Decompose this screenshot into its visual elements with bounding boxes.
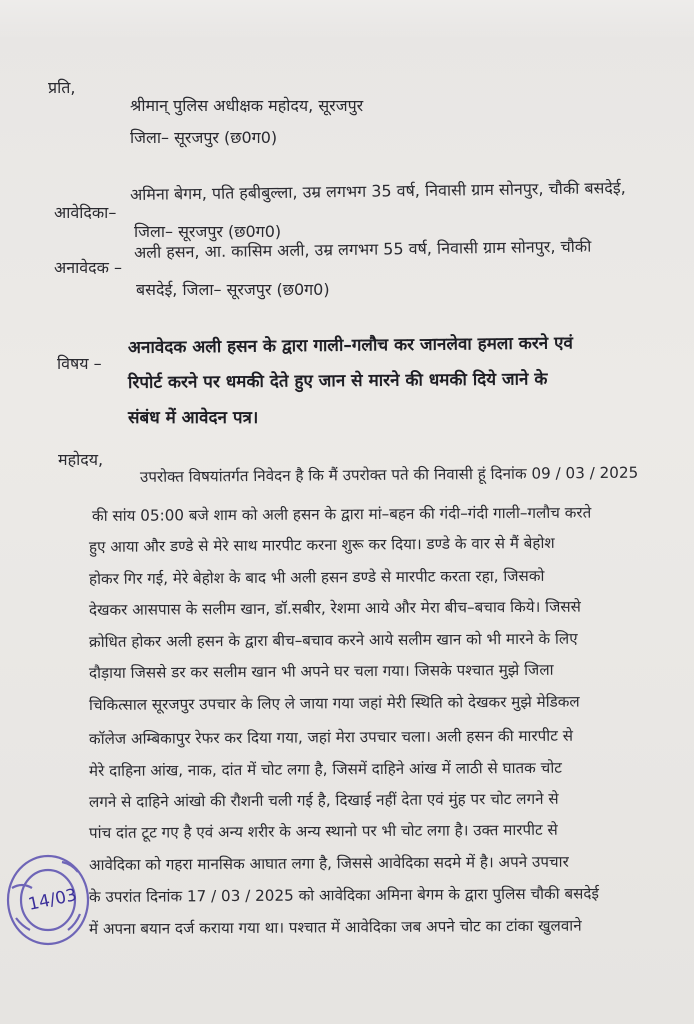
- body-line: मेरे दाहिना आंख, नाक, दांत में चोट लगा है, जिसमें दाहिने आंख में लाठी से घातक चोट: [88, 758, 562, 780]
- applicant-details-1: अमिना बेगम, पति हबीबुल्ला, उम्र लगभग 35 वर्ष, निवासी ग्राम सोनपुर, चौकी बसदेई,: [129, 178, 626, 204]
- body-line: होकर गिर गई, मेरे बेहोश के बाद भी अली हसन डण्डे से मारपीट करता रहा, जिसको: [88, 566, 545, 588]
- body-line: आवेदिका को गहरा मानसिक आघात लगा है, जिससे आवेदिका सदमे में है। अपने उपचार: [88, 852, 569, 874]
- subject-line-1: अनावेदक अली हसन के द्वारा गाली–गलौच कर जानलेवा हमला करने एवं: [127, 333, 574, 358]
- prati-label: प्रति,: [48, 78, 76, 97]
- subject-line-2: रिपोर्ट करने पर धमकी देते हुए जान से मारने की धमकी दिये जाने के: [127, 369, 548, 393]
- respondent-details-2: बसदेई, जिला– सूरजपुर (छ0ग0): [136, 280, 330, 299]
- respondent-details-1: अली हसन, आ. कासिम अली, उम्र लगभग 55 वर्ष, निवासी ग्राम सोनपुर, चौकी: [133, 236, 592, 262]
- respondent-label: अनावेदक –: [54, 258, 123, 277]
- body-line: दौड़ाया जिससे डर कर सलीम खान भी अपने घर चला गया। जिसके पश्चात मुझे जिला: [88, 660, 554, 682]
- paper-fold-shade: [0, 0, 694, 40]
- body-line: के उपरांत दिनांक 17 / 03 / 2025 को आवेदिका अमिना बेगम के द्वारा पुलिस चौकी बसदेई: [88, 884, 599, 906]
- applicant-details-2: जिला– सूरजपुर (छ0ग0): [134, 222, 282, 241]
- stamp-handwriting: 14/03: [26, 885, 79, 915]
- salutation: महोदय,: [58, 450, 104, 469]
- body-line: क्रोधित होकर अली हसन के द्वारा बीच–बचाव करने आये सलीम खान को भी मारने के लिए: [88, 629, 578, 651]
- receipt-stamp-icon: [2, 848, 92, 948]
- body-line: कॉलेज अम्बिकापुर रेफर कर दिया गया, जहां मेरा उपचार चला। अली हसन की मारपीट से: [88, 726, 574, 748]
- body-line: पांच दांत टूट गए है एवं अन्य शरीर के अन्य स्थानो पर भी चोट लगा है। उक्त मारपीट से: [88, 820, 558, 842]
- addressee-line-2: जिला– सूरजपुर (छ0ग0): [130, 128, 278, 147]
- applicant-label: आवेदिका–: [54, 203, 117, 222]
- body-line: चिकित्साल सूरजपुर उपचार के लिए ले जाया गया जहां मेरी स्थिति को देखकर मुझे मेडिकल: [88, 692, 580, 714]
- body-line: देखकर आसपास के सलीम खान, डॉ.सबीर, रेशमा आये और मेरा बीच–बचाव किये। जिससे: [88, 597, 581, 619]
- addressee-line-1: श्रीमान् पुलिस अधीक्षक महोदय, सूरजपुर: [130, 96, 364, 115]
- body-line: में अपना बयान दर्ज कराया गया था। पश्चात में आवेदिका जब अपने चोट का टांका खुलवाने: [88, 916, 582, 938]
- body-line: लगने से दाहिने आंखो की रौशनी चली गई है, दिखाई नहीं देता एवं मुंह पर चोट लगने से: [88, 789, 559, 811]
- body-line: उपरोक्त विषयांतर्गत निवेदन है कि मैं उपरोक्त पते की निवासी हूं दिनांक 09 / 03 / 2025: [139, 463, 639, 486]
- body-line: की सांय 05:00 बजे शाम को अली हसन के द्वारा मां–बहन की गंदी–गंदी गाली–गलौच करते: [91, 503, 592, 525]
- subject-line-3: संबंध में आवेदन पत्र।: [128, 408, 259, 428]
- body-line: हुए आया और डण्डे से मेरे साथ मारपीट करना शुरू कर दिया। डण्डे के वार से मैं बेहोश: [88, 533, 555, 556]
- subject-label: विषय –: [57, 354, 102, 373]
